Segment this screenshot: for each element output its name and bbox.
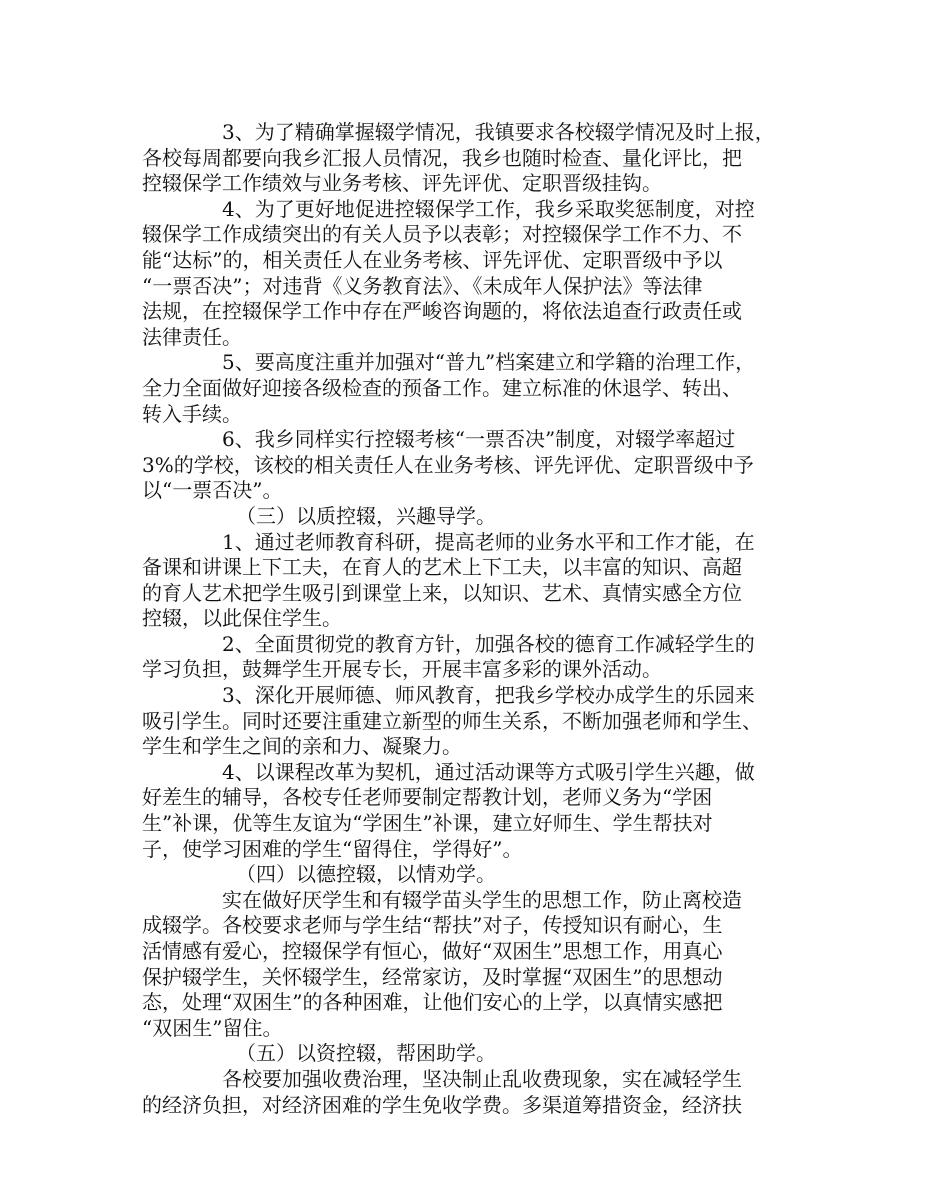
text-line: 辍保学工作成绩突出的有关人员予以表彰；对控辍保学工作不力、不 <box>142 222 742 247</box>
text-line: 法律责任。 <box>142 324 242 349</box>
text-line: 1、通过老师教育科研，提高老师的业务水平和工作才能，在 <box>222 529 755 554</box>
text-line: 控辍，以此保住学生。 <box>142 606 342 631</box>
text-line: 成辍学。各校要求老师与学生结“帮扶”对子，传授知识有耐心，生 <box>142 913 723 938</box>
text-line: 6、我乡同样实行控辍考核“一票否决”制度，对辍学率超过 <box>222 427 736 452</box>
text-line: 转入手续。 <box>142 401 242 426</box>
text-line: 学生和学生之间的亲和力、凝聚力。 <box>142 734 462 759</box>
text-line: 活情感有爱心，控辍保学有恒心，做好“双困生”思想工作，用真心 <box>142 939 723 963</box>
document-body <box>142 120 814 1118</box>
section-heading: （四）以德控辍，以情劝学。 <box>236 862 496 887</box>
text-line: 以“一票否决”。 <box>142 478 283 503</box>
text-line: “双困生”留住。 <box>142 1015 283 1040</box>
text-line: 备课和讲课上下工夫，在育人的艺术上下工夫，以丰富的知识、高超 <box>142 555 742 580</box>
text-line: 控辍保学工作绩效与业务考核、评先评优、定职晋级挂钩。 <box>142 171 662 196</box>
text-line: 保护辍学生，关怀辍学生，经常家访，及时掌握“双困生”的思想动 <box>142 964 723 989</box>
text-line: 态，处理“双困生”的各种困难，让他们安心的上学，以真情实感把 <box>142 990 723 1015</box>
text-line: 好差生的辅导，各校专任老师要制定帮教计划，老师义务为“学困 <box>142 785 713 810</box>
text-line: 的经济负担，对经济困难的学生免收学费。多渠道筹措资金，经济扶 <box>142 1092 742 1117</box>
text-line: 学习负担，鼓舞学生开展专长，开展丰富多彩的课外活动。 <box>142 657 662 682</box>
text-line: 法规，在控辍保学工作中存在严峻咨询题的，将依法追查行政责任或 <box>142 299 742 324</box>
text-line: 各校每周都要向我乡汇报人员情况，我乡也随时检查、量化评比，把 <box>142 145 742 170</box>
text-line: 4、为了更好地促进控辍保学工作，我乡采取奖惩制度，对控 <box>222 196 755 221</box>
section-heading: （五）以资控辍，帮困助学。 <box>236 1041 496 1066</box>
text-line: 能“达标”的，相关责任人在业务考核、评先评优、定职晋级中予以 <box>142 247 723 272</box>
text-line: 3、深化开展师德、师风教育，把我乡学校办成学生的乐园来 <box>222 683 755 708</box>
section-heading: （三）以质控辍，兴趣导学。 <box>236 503 496 528</box>
text-line: “一票否决”；对违背《义务教育法》、《未成年人保护法》等法律 <box>142 273 703 298</box>
text-line: 的育人艺术把学生吸引到课堂上来，以知识、艺术、真情实感全方位 <box>142 580 742 605</box>
text-line: 全力全面做好迎接各级检查的预备工作。建立标准的休退学、转出、 <box>142 375 742 400</box>
text-line: 3%的学校，该校的相关责任人在业务考核、评先评优、定职晋级中予 <box>142 452 754 477</box>
text-line: 生”补课，优等生友谊为“学困生”补课，建立好师生、学生帮扶对 <box>142 811 713 836</box>
text-line: 子，使学习困难的学生“留得住，学得好”。 <box>142 836 523 861</box>
text-line: 吸引学生。同时还要注重建立新型的师生关系，不断加强老师和学生、 <box>142 708 762 733</box>
text-line: 实在做好厌学生和有辍学苗头学生的思想工作，防止离校造 <box>222 887 742 912</box>
text-line: 3、为了精确掌握辍学情况，我镇要求各校辍学情况及时上报， <box>222 120 775 144</box>
text-line: 5、要高度注重并加强对“普九”档案建立和学籍的治理工作， <box>222 350 756 375</box>
text-line: 4、以课程改革为契机，通过活动课等方式吸引学生兴趣，做 <box>222 759 755 784</box>
text-line: 各校要加强收费治理，坚决制止乱收费现象，实在减轻学生 <box>222 1066 742 1091</box>
text-line: 2、全面贯彻党的教育方针，加强各校的德育工作减轻学生的 <box>222 631 755 656</box>
